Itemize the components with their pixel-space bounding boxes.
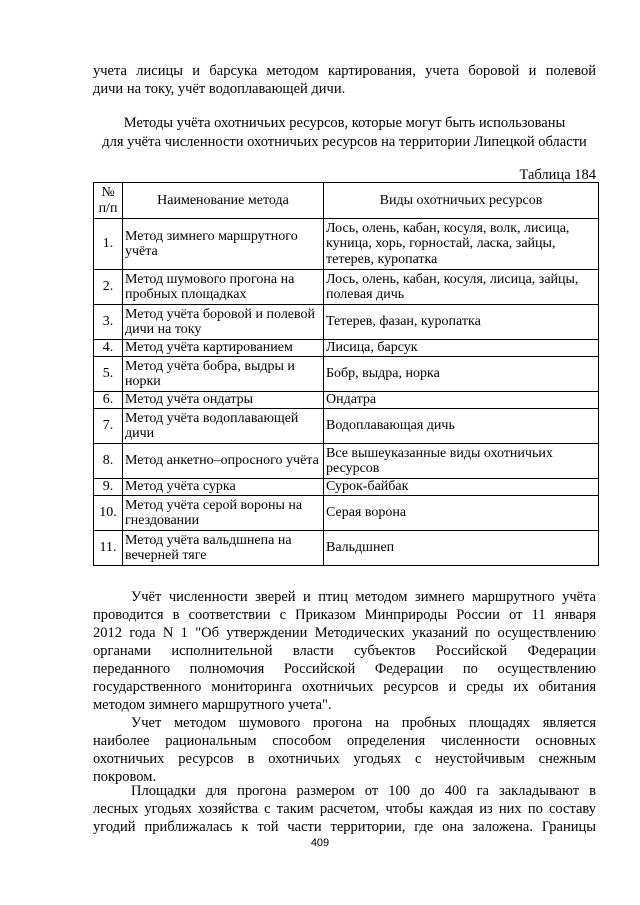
row-species: Вальдшнеп [324,531,599,566]
text-line: Учёт численности зверей и птиц методом зимнего маршрутного учёта [131,589,596,605]
row-method: Метод зимнего маршрутного учёта [123,219,324,270]
table-row [94,219,599,270]
text-line: угодий приближалась к той части территории, где она заложена. Границы [93,819,596,835]
row-species: Все вышеуказанные виды охотничьих ресурсов [324,444,599,479]
row-num: 5. [94,357,123,392]
text-line: государственного мониторинга охотничьих ресурсов и среды их обитания [93,679,596,695]
row-method: Метод учёта ондатры [123,392,324,409]
paragraph-winter-count [93,588,596,714]
table-row [94,270,599,305]
table-row [94,444,599,479]
text-line: проводится в соответствии с Приказом Минприроды России от 11 января [93,607,596,623]
row-num: 7. [94,409,123,444]
row-method: Метод учёта вальдшнепа на вечерней тяге [123,531,324,566]
methods-table [93,182,599,566]
row-num: 10. [94,496,123,531]
text-line: 2012 года N 1 "Об утверждении Методических указаний по осуществлению [93,625,596,641]
text-line: лесных угодьях хозяйства с таким расчетом, чтобы каждая из них по составу [93,801,596,817]
row-num: 9. [94,479,123,496]
row-species: Водоплавающая дичь [324,409,599,444]
text-line: учета лисицы и барсука методом картирования, учета боровой и полевой [93,63,596,79]
intro-paragraph [93,62,596,98]
row-method: Метод анкетно–опросного учёта [123,444,324,479]
row-method: Метод учёта водоплавающей дичи [123,409,324,444]
row-num: 8. [94,444,123,479]
table-header-row [94,183,599,219]
table-number: Таблица 184 [519,167,596,183]
row-method: Метод учёта серой вороны на гнездовании [123,496,324,531]
text-line: Площадки для прогона размером от 100 до 400 га закладывают в [131,783,596,799]
table-row [94,496,599,531]
table-caption [93,114,596,152]
table-row [94,305,599,340]
row-species: Сурок-байбак [324,479,599,496]
row-num: 2. [94,270,123,305]
table-row [94,531,599,566]
row-num: 1. [94,219,123,270]
header-method: Наименование метода [123,183,324,219]
text-line: Учет методом шумового прогона на пробных площадях является [131,715,596,731]
header-species: Виды охотничьих ресурсов [324,183,599,219]
table-row [94,392,599,409]
text-line: органами исполнительной власти субъектов Российской Федерации [93,643,596,659]
table-row [94,340,599,357]
row-species: Лисица, барсук [324,340,599,357]
row-species: Бобр, выдра, норка [324,357,599,392]
row-species: Лось, олень, кабан, косуля, лисица, зайцы, полевая дичь [324,270,599,305]
paragraph-noise-drive [93,714,596,786]
row-method: Метод учёта бобра, выдры и норки [123,357,324,392]
row-method: Метод шумового прогона на пробных площадках [123,270,324,305]
text-line: наиболее рациональным способом определения численности основных [93,733,596,749]
row-method: Метод учёта сурка [123,479,324,496]
table-row [94,479,599,496]
caption-line: для учёта численности охотничьих ресурсов на территории Липецкой области [102,134,587,150]
row-num: 3. [94,305,123,340]
row-method: Метод учёта картированием [123,340,324,357]
row-species: Лось, олень, кабан, косуля, волк, лисица, куница, хорь, горностай, ласка, зайцы, тетерев, куропатка [324,219,599,270]
text-line: дичи на току, учёт водоплавающей дичи. [93,81,346,97]
header-num: № п/п [94,183,123,219]
row-species: Серая ворона [324,496,599,531]
text-line: методом зимнего маршрутного учета". [93,697,332,713]
row-num: 6. [94,392,123,409]
row-species: Ондатра [324,392,599,409]
table-row [94,409,599,444]
page-number: 409 [310,837,330,849]
text-line: переданного полномочия Российской Федерации по осуществлению [93,661,596,677]
row-num: 11. [94,531,123,566]
table-row [94,357,599,392]
row-species: Тетерев, фазан, куропатка [324,305,599,340]
text-line: охотничьих ресурсов в охотничьих угодьях с неустойчивым снежным [93,751,596,767]
text-line: покровом. [93,769,157,785]
caption-line: Методы учёта охотничьих ресурсов, которые могут быть использованы [123,115,566,131]
paragraph-plots [93,782,596,836]
row-num: 4. [94,340,123,357]
row-method: Метод учёта боровой и полевой дичи на току [123,305,324,340]
